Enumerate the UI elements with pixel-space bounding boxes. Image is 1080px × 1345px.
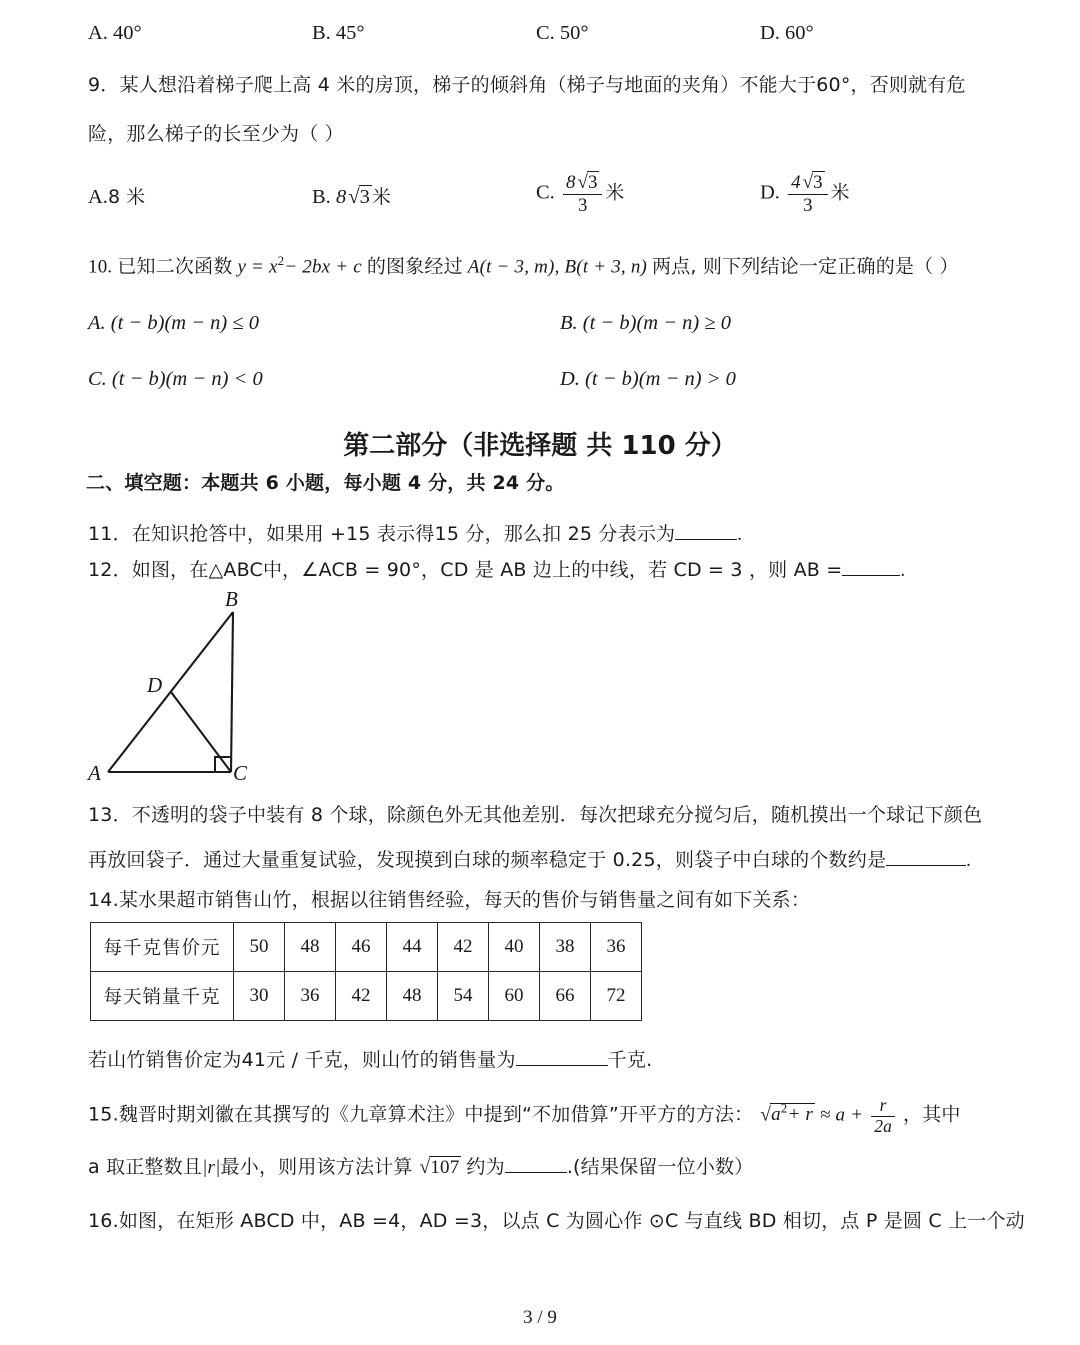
q16-text: 16.如图，在矩形 ABCD 中，AB =4，AD =3，以点 C 为圆心作 ⊙C 与直线 BD 相切，点 P 是圆 C 上一个动 [88, 1210, 1025, 1232]
q14-tail [88, 1048, 652, 1070]
q15-fraction-numerator: r [879, 1095, 887, 1115]
sales-cell: 36 [285, 972, 336, 1021]
price-sales-table [90, 922, 642, 1021]
q9-option-a-label: A. [88, 186, 108, 208]
price-cell: 50 [234, 923, 285, 972]
q10-expression-y: y = x [237, 256, 278, 278]
q12-period: . [900, 560, 906, 581]
q9-option-c-denominator: 3 [563, 194, 602, 216]
sqrt-icon: √3 [577, 172, 598, 193]
q12-answer-blank [842, 558, 900, 576]
q9-option-b-radicand: 3 [359, 186, 370, 208]
q9-option-a-value: 8 米 [107, 186, 146, 208]
q11 [88, 522, 742, 544]
q13-answer-blank [886, 848, 966, 866]
page-footer: 3 / 9 [523, 1307, 557, 1328]
q12-text: 12．如图，在△ABC中，∠ACB = 90°，CD 是 AB 边上的中线，若 CD = 3 ，则 AB = [88, 559, 843, 581]
q10-option-a: A. (t − b)(m − n) ≤ 0 [88, 312, 259, 334]
q9-option-c [536, 172, 624, 216]
sales-cell: 72 [591, 972, 642, 1021]
price-cell: 40 [489, 923, 540, 972]
sqrt-icon: $√a^2+ r$ [760, 1101, 814, 1126]
q10-comma: , [554, 256, 560, 278]
table-row-sales [91, 972, 642, 1021]
sqrt-icon: √107 [419, 1157, 460, 1178]
q10-text-b: 的图象经过 [366, 255, 463, 278]
q15-line-1-tail: ，其中 [903, 1103, 961, 1126]
q14-answer-blank [516, 1048, 608, 1066]
q13-period: . [966, 850, 972, 871]
q10-option-d: D. (t − b)(m − n) > 0 [560, 368, 736, 390]
q9-option-c-fraction [563, 172, 602, 216]
q15-fraction-denominator: 2a [871, 1116, 895, 1137]
q15-fraction [871, 1096, 895, 1136]
q9-option-a [88, 182, 145, 209]
q15-approx: ≈ a + [819, 1104, 864, 1126]
sales-cell: 42 [336, 972, 387, 1021]
sales-cell: 60 [489, 972, 540, 1021]
q9-option-c-num-coefficient: 8 [565, 172, 576, 193]
q9-option-b [312, 182, 391, 209]
table-row-price [91, 923, 642, 972]
vertex-label-D: D [147, 673, 163, 697]
q9-option-d-label: D. [760, 181, 780, 204]
section-subheading: 二、填空题：本题共 6 小题，每小题 4 分，共 24 分。 [86, 472, 565, 494]
q13-line-1: 13．不透明的袋子中装有 8 个球，除颜色外无其他差别．每次把球充分搅匀后，随机摸出一个球记下颜色 [88, 804, 983, 826]
q10-text-c: 两点, 则下列结论一定正确的是（ ） [652, 255, 959, 278]
price-cell: 46 [336, 923, 387, 972]
q15-line-2 [88, 1155, 753, 1177]
vertex-label-C: C [233, 761, 248, 785]
q9-line-1: 9．某人想沿着梯子爬上高 4 米的房顶，梯子的倾斜角（梯子与地面的夹角）不能大于60°，否则就有危 [88, 74, 966, 96]
q9-option-b-coefficient: 8 [335, 186, 347, 208]
q15-radicand-power: 2 [780, 1101, 788, 1117]
q10-expression-power: 2 [277, 253, 285, 268]
q15-radicand-r: + r [787, 1104, 814, 1126]
q15-line-1-text: 15.魏晋时期刘徽在其撰写的《九章算术注》中提到“不加借算”开平方的方法： [88, 1103, 754, 1126]
q9-option-d-num-coefficient: 4 [791, 172, 801, 193]
row-label-sales: 每天销量千克 [91, 972, 234, 1021]
q15-line-2-text-c: 约为 [466, 1156, 505, 1178]
q8-option-b: B. 45° [312, 22, 365, 44]
q10-option-b: B. (t − b)(m − n) ≥ 0 [560, 312, 731, 334]
q10-point-a: A(t − 3, m) [467, 256, 555, 278]
q12 [88, 558, 905, 580]
q9-option-d-num-radicand: 3 [813, 172, 823, 193]
sales-cell: 48 [387, 972, 438, 1021]
q9-option-d-fraction [788, 172, 827, 216]
q15-sqrt-107: 107 [430, 1157, 460, 1178]
price-cell: 48 [285, 923, 336, 972]
q10-stem [88, 255, 959, 276]
q11-answer-blank [675, 522, 737, 540]
q12-triangle-figure [85, 585, 285, 790]
segment-DC [171, 692, 231, 772]
q9-option-b-unit: 米 [371, 186, 391, 208]
vertex-label-B: B [225, 587, 238, 611]
q9-option-d [760, 172, 850, 216]
q15-line-1 [88, 1096, 961, 1136]
q9-line-2: 险，那么梯子的长至少为（ ） [88, 123, 344, 145]
sales-cell: 54 [438, 972, 489, 1021]
segment-CB [231, 612, 233, 772]
q8-option-a: A. 40° [88, 22, 142, 44]
sqrt-icon: √3 [802, 172, 823, 193]
q13-line-2-text: 再放回袋子．通过大量重复试验，发现摸到白球的频率稳定于 0.25，则袋子中白球的个数约是 [88, 849, 887, 871]
q15-line-2-text-b: 最小，则用该方法计算 [220, 1156, 413, 1178]
q8-option-c: C. 50° [536, 22, 589, 44]
q9-option-d-unit: 米 [830, 181, 850, 204]
q10-point-b: B(t + 3, n) [564, 256, 648, 278]
vertex-label-A: A [88, 761, 101, 785]
sqrt-icon: √3 [348, 184, 370, 208]
q15-radicand-a: a [771, 1104, 781, 1126]
q8-option-d: D. 60° [760, 22, 814, 44]
q14-tail-unit: 千克. [607, 1049, 653, 1071]
q11-period: . [737, 524, 743, 545]
q9-option-d-denominator: 3 [788, 194, 827, 216]
q9-option-c-label: C. [536, 181, 555, 204]
q10-text-a: 已知二次函数 [117, 255, 233, 278]
q11-text: 11．在知识抢答中，如果用 +15 表示得15 分，那么扣 25 分表示为 [88, 523, 676, 545]
q10-number: 10. [88, 256, 113, 278]
q15-line-2-note: .(结果保留一位小数） [566, 1156, 754, 1178]
q10-option-c: C. (t − b)(m − n) < 0 [88, 368, 263, 390]
q15-abs-r: |r| [202, 1157, 221, 1178]
q9-option-b-label: B. [312, 186, 331, 208]
section-heading: 第二部分（非选择题 共 110 分） [343, 431, 737, 461]
q15-line-2-text-a: a 取正整数且 [88, 1156, 203, 1178]
q14-tail-text: 若山竹销售价定为41元 / 千克，则山竹的销售量为 [88, 1049, 516, 1071]
price-cell: 36 [591, 923, 642, 972]
q9-option-c-num-radicand: 3 [587, 172, 598, 193]
q15-answer-blank [505, 1155, 567, 1173]
q10-expression-rest: − 2bx + c [284, 256, 362, 278]
sales-cell: 30 [234, 972, 285, 1021]
price-cell: 44 [387, 923, 438, 972]
triangle-diagram-svg [85, 585, 285, 790]
row-label-price: 每千克售价元 [91, 923, 234, 972]
q13-line-2 [88, 848, 971, 870]
price-cell: 38 [540, 923, 591, 972]
sales-cell: 66 [540, 972, 591, 1021]
q14-lead: 14.某水果超市销售山竹，根据以往销售经验，每天的售价与销售量之间有如下关系： [88, 889, 811, 911]
price-cell: 42 [438, 923, 489, 972]
q9-option-c-unit: 米 [605, 181, 625, 204]
